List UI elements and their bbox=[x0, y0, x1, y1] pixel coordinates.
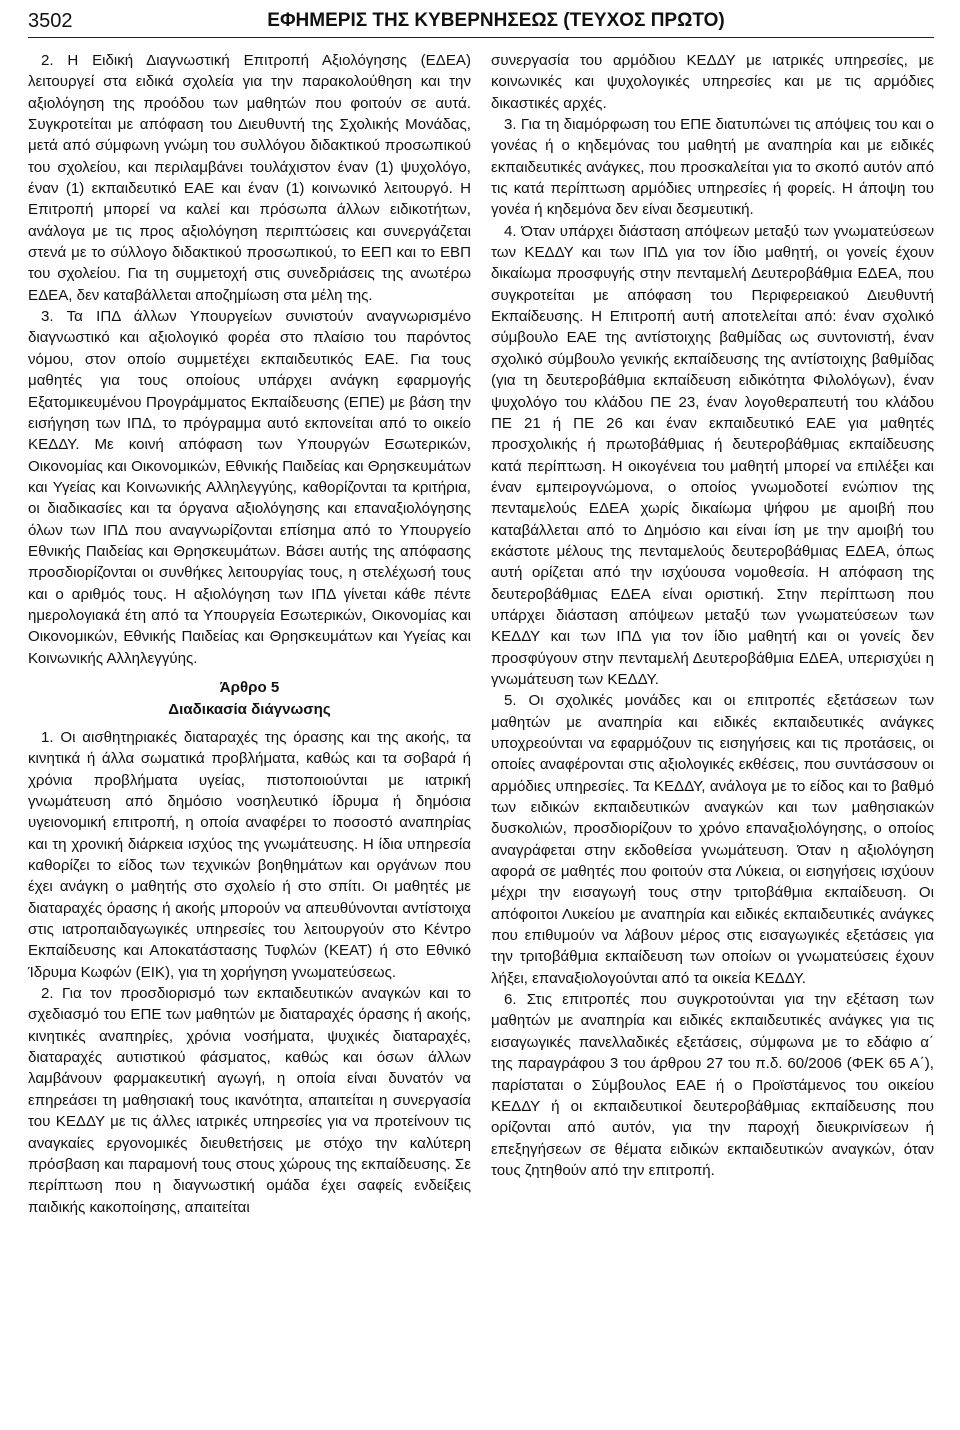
paragraph: 2. Η Ειδική Διαγνωστική Επιτροπή Αξιολόγησης (ΕΔΕΑ) λειτουργεί στα ειδικά σχολεία για την παρακολούθηση και την αξιολόγηση της προόδου των μαθητών που φοιτούν σε αυτά. Συγκροτείται με απόφαση του Διευθυντή της Σχολικής Μονάδας, μετά από σύμφωνη γνώμη του συλλόγου διδακτικού προσωπικού του σχολείου, και περιλαμβάνει τουλάχιστον έναν (1) ψυχολόγο, έναν (1) εκπαιδευτικό ΕΑΕ και έναν (1) κοινωνικό λειτουργό. Η Επιτροπή μπορεί να καλεί και πρόσωπα άλλων ειδικοτήτων, ανάλογα με τις προς αξιολόγηση περιπτώσεις και συνεργάζεται στενά με το σύλλογο διδακτικού προσωπικού, το ΕΕΠ και το ΕΒΠ του σχολείου. Για τη συμμετοχή στις συνεδριάσεις της ανωτέρω ΕΔΕΑ, δεν καταβάλλεται αποζημίωση στα μέλη της. bbox=[28, 52, 471, 304]
gazette-title: ΕΦΗΜΕΡΙΣ ΤΗΣ ΚΥΒΕΡΝΗΣΕΩΣ (ΤΕΥΧΟΣ ΠΡΩΤΟ) bbox=[267, 10, 725, 31]
paragraph: 2. Για τον προσδιορισμό των εκπαιδευτικών αναγκών και το σχεδιασμό του ΕΠΕ των μαθητών με διαταραχές όρασης ή ακοής, κινητικές αναπηρίες, χρόνια νοσήματα, ψυχικές διαταραχές, διαταραχές αυτιστικού φάσματος, καθώς και όσων άλλων λαμβάνουν φαρμακευτική αγωγή, η οποία είναι δυνατόν να επηρεάσει τη μαθησιακή τους ικανότητα, απαιτείται η συνεργασία του ΚΕΔΔΥ με τις άλλες ιατρικές υπηρεσίες για να προτείνουν τις αναγκαίες εργονομικές διευθετήσεις με στόχο την καλύτερη πρόσβαση και παραμονή τους στους χώρους της εκπαίδευσης. Σε περίπτωση που η διαγνωστική ομάδα έχει σαφείς ενδείξεις παιδικής κακοποίησης, απαιτείται bbox=[28, 985, 471, 1216]
paragraph: 3. Για τη διαμόρφωση του ΕΠΕ διατυπώνει τις απόψεις του και ο γονέας ή ο κηδεμόνας του μαθητή με αναπηρία και με ειδικές εκπαιδευτικές ανάγκες, που προσκαλείται για το σκοπό αυτόν από τις κατά περίπτωση αρμόδιες υπηρεσίες ή φορείς. Η άποψη του γονέα ή κηδεμόνα δεν είναι δεσμευτική. bbox=[491, 116, 934, 219]
page-header bbox=[28, 8, 934, 34]
paragraph: 5. Οι σχολικές μονάδες και οι επιτροπές εξετάσεων των μαθητών με αναπηρία και ειδικές εκπαιδευτικές ανάγκες υποχρεούνται να εφαρμόζουν τις εισηγήσεις και τις προτάσεις, οι οποίες αναφέρονται στις αξιολογικές εκθέσεις, που συντάσσουν οι αρμόδιες υπηρεσίες. Τα ΚΕΔΔΥ, ανάλογα με το είδος και το βαθμό των ειδικών εκπαιδευτικών αναγκών και των μαθησιακών δυσκολιών, προσδιορίζουν το χρόνο επαναξιολόγησης, ο οποίος αναγράφεται στην εκδοθείσα γνωμάτευση. Όταν η αξιολόγηση αφορά σε μαθητές που φοιτούν στα Λύκεια, οι εισηγήσεις ισχύουν μέχρι την εισαγωγή τους στην τριτοβάθμια εκπαίδευση. Οι απόφοιτοι Λυκείου με αναπηρία και ειδικές εκπαιδευτικές ανάγκες που επιθυμούν να λάβουν μέρος στις εισαγωγικές εξετάσεις για την τριτοβάθμια εκπαίδευση των οποίων οι γνωματεύσεις έχουν λήξει, επαναξιολογούνται από τα οικεία ΚΕΔΔΥ. bbox=[491, 692, 934, 987]
paragraph: 4. Όταν υπάρχει διάσταση απόψεων μεταξύ των γνωματεύσεων των ΚΕΔΔΥ και των ΙΠΔ για τον ίδιο μαθητή, οι γονείς έχουν δικαίωμα προσφυγής στην πενταμελή Δευτεροβάθμια ΕΔΕΑ, που συγκροτείται με απόφαση του Περιφερειακού Διευθυντή Εκπαίδευσης. Η Επιτροπή αυτή αποτελείται από: έναν σχολικό σύμβουλο ΕΑΕ της αντίστοιχης βαθμίδας ως συντονιστή, έναν σχολικό σύμβουλο γενικής εκπαίδευσης της αντίστοιχης βαθμίδας (για τη δευτεροβάθμια εκπαίδευση ειδικότητα Φιλολόγων), έναν ψυχολόγο του κλάδου ΠΕ 23, έναν λογοθεραπευτή του κλάδου ΠΕ 21 ή ΠΕ 26 και έναν εκπαιδευτικό ΕΑΕ για μαθητές προσχολικής ή πρωτοβάθμιας ή δευτεροβάθμιας εκπαίδευσης κατά περίπτωση. Η οικογένεια του μαθητή μπορεί να επιλέξει και έναν εμπειρογνώμονα, ο οποίος γνωμοδοτεί ενώπιον της πενταμελούς ΕΔΕΑ χωρίς δικαίωμα ψήφου με αμοιβή που καταβάλλεται από το Δημόσιο και είναι ίση με την αμοιβή του εκάστοτε μέλους της πενταμελούς δευτεροβάθμιας ΕΔΕΑ, όπως αυτή ορίζεται από την ισχύουσα νομοθεσία. Η απόφαση της δευτεροβάθμιας ΕΔΕΑ είναι οριστική. Στην περίπτωση που υπάρχει διάσταση απόψεων μεταξύ των γνωματεύσεων των ΚΕΔΔΥ και των ΙΠΔ για τον ίδιο μαθητή και οι γονείς δεν προσφύγουν στην πενταμελή Δευτεροβάθμια ΕΔΕΑ, υπερισχύει η γνωμάτευση των ΚΕΔΔΥ. bbox=[491, 222, 934, 688]
paragraph: 3. Τα ΙΠΔ άλλων Υπουργείων συνιστούν αναγνωρισμένο διαγνωστικό και αξιολογικό φορέα στο πλαίσιο του παρόντος νόμου, στον οποίο συμμετέχει εκπαιδευτικός ΕΑΕ. Για τους μαθητές για τους οποίους υπάρχει ανάγκη εφαρμογής Εξατομικευμένου Προγράμματος Εκπαίδευσης (ΕΠΕ) με βάση την εισήγηση των ΙΠΔ, το πρόγραμμα αυτό εκπονείται από το οικείο ΚΕΔΔΥ. Με κοινή απόφαση των Υπουργών Εσωτερικών, Οικονομίας και Οικονομικών, Εθνικής Παιδείας και Θρησκευμάτων και Υγείας και Κοινωνικής Αλληλεγγύης, καθορίζονται τα κριτήρια, οι διαδικασίες και τα όργανα αξιολόγησης και επαναξιολόγησης όλων των ΙΠΔ που αναγνωρίζονται επίσημα από το Υπουργείο Εθνικής Παιδείας και Θρησκευμάτων. Βάσει αυτής της απόφασης προσδιορίζονται οι συνθήκες λειτουργίας τους, η στελέχωσή τους και ο αριθμός τους. Η αξιολόγηση των ΙΠΔ γίνεται κάθε πέντε ημερολογιακά έτη από τα Υπουργεία Εσωτερικών, Οικονομίας και Οικονομικών, Εθνικής Παιδείας και Θρησκευμάτων και Υγείας και Κοινωνικής Αλληλεγγύης. bbox=[28, 308, 471, 667]
article-number: Άρθρο 5 bbox=[219, 678, 280, 696]
paragraph: 1. Οι αισθητηριακές διαταραχές της όρασης και της ακοής, τα κινητικά ή άλλα σωματικά προβλήματα, καθώς και τα σοβαρά ή χρόνια προβλήματα υγείας, πιστοποιούνται με ιατρική γνωμάτευση από δημόσιο νοσηλευτικό ίδρυμα ή δημόσια υγειονομική επιτροπή, η οποία αναφέρει το ποσοστό αναπηρίας και τη χρονική διάρκεια ισχύος της γνωμάτευσης. Η ίδια υπηρεσία καθορίζει το είδος των τεχνικών βοηθημάτων και οργάνων που έχει ανάγκη ο μαθητής στο σχολείο ή στο σπίτι. Οι μαθητές με διαταραχές όρασης ή ακοής μπορούν να απευθύνονται αντίστοιχα στις ιατροπαιδαγωγικές υπηρεσίες του λειτουργούν στο Κέντρο Εκπαίδευσης και Αποκατάστασης Τυφλών (ΚΕΑΤ) ή στο Εθνικό Ίδρυμα Κωφών (ΕΙΚ), για τη χορήγηση γνωματεύσεως. bbox=[28, 728, 471, 981]
header-rule bbox=[28, 37, 934, 38]
article-heading bbox=[28, 677, 471, 721]
right-column bbox=[491, 50, 934, 1181]
page-number: 3502 bbox=[28, 9, 73, 32]
article-title: Διαδικασία διάγνωσης bbox=[168, 700, 331, 718]
paragraph-continuation: συνεργασία του αρμόδιου ΚΕΔΔΥ με ιατρικές υπηρεσίες, με κοινωνικές και ψυχολογικές υπηρεσίες και με τις αρμόδιες δικαστικές αρχές. bbox=[491, 52, 934, 112]
left-column bbox=[28, 50, 471, 1218]
paragraph: 6. Στις επιτροπές που συγκροτούνται για την εξέταση των μαθητών με αναπηρία και ειδικές εκπαιδευτικές ανάγκες για τις εισαγωγικές πανελλαδικές εξετάσεις, σύμφωνα με το εδάφιο α΄ της παραγράφου 3 του άρθρου 27 του π.δ. 60/2006 (ΦΕΚ 65 Α΄), παρίσταται ο Σύμβουλος ΕΑΕ ή ο Προϊστάμενος του οικείου ΚΕΔΔΥ ή οι εκπαιδευτικοί δευτεροβάθμιας εκπαίδευσης που ορίζονται από αυτόν, για την παροχή διευκρινίσεων ή επεξηγήσεων σε θέματα ειδικών εκπαιδευτικών αναγκών, όταν τους ζητηθούν από την επιτροπή. bbox=[491, 991, 934, 1179]
